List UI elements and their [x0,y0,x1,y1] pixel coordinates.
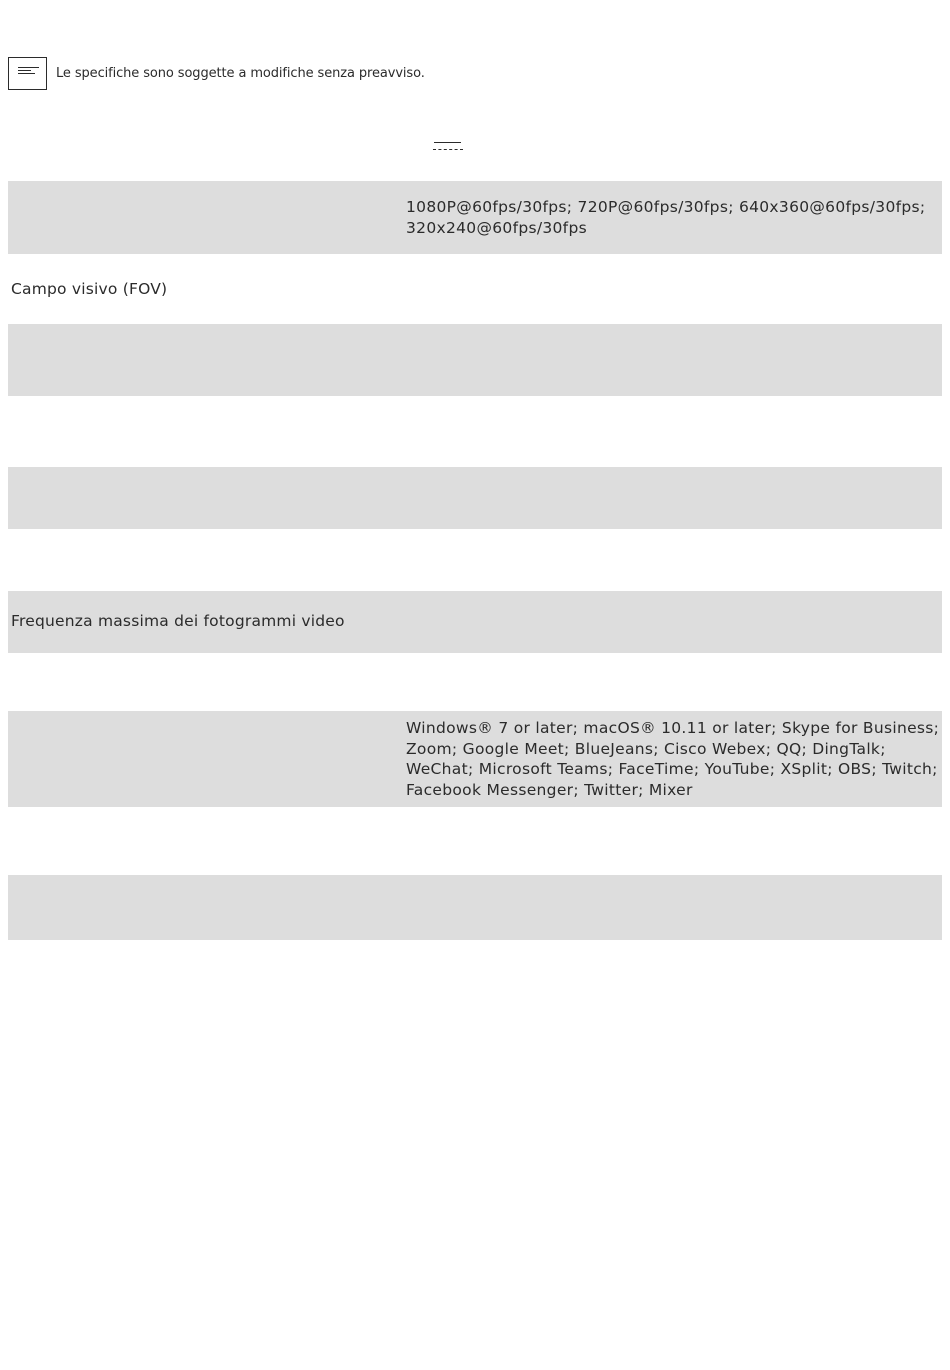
disclaimer-note: Le specifiche sono soggette a modifiche senza preavviso. [56,66,425,81]
spec-row [8,529,942,591]
spec-row [8,807,942,875]
spec-label: Frequenza massima dei fotogrammi video [11,612,345,630]
spec-row-resolution [8,181,942,254]
spec-row [8,653,942,711]
spec-row [8,396,942,467]
note-icon [8,57,47,90]
spec-row-fov [8,254,942,324]
section-divider-mark [433,139,463,153]
spec-row-compatibility [8,711,942,807]
spec-row [8,467,942,529]
spec-row [8,324,942,396]
spec-row-max-frame-rate [8,591,942,653]
spec-label: Campo visivo (FOV) [11,280,168,298]
spec-row [8,875,942,940]
spec-value: 1080P@60fps/30fps; 720P@60fps/30fps; 640x360@60fps/30fps; 320x240@60fps/30fps [406,198,926,237]
spec-value: Windows® 7 or later; macOS® 10.11 or later; Skype for Business; Zoom; Google Meet; BlueJeans; Cisco Webex; QQ; DingTalk; WeChat; Microsoft Teams; FaceTime; YouTube; XSplit; OBS; Twitch; Facebook Messenger; Twitter; Mixer [406,719,940,799]
